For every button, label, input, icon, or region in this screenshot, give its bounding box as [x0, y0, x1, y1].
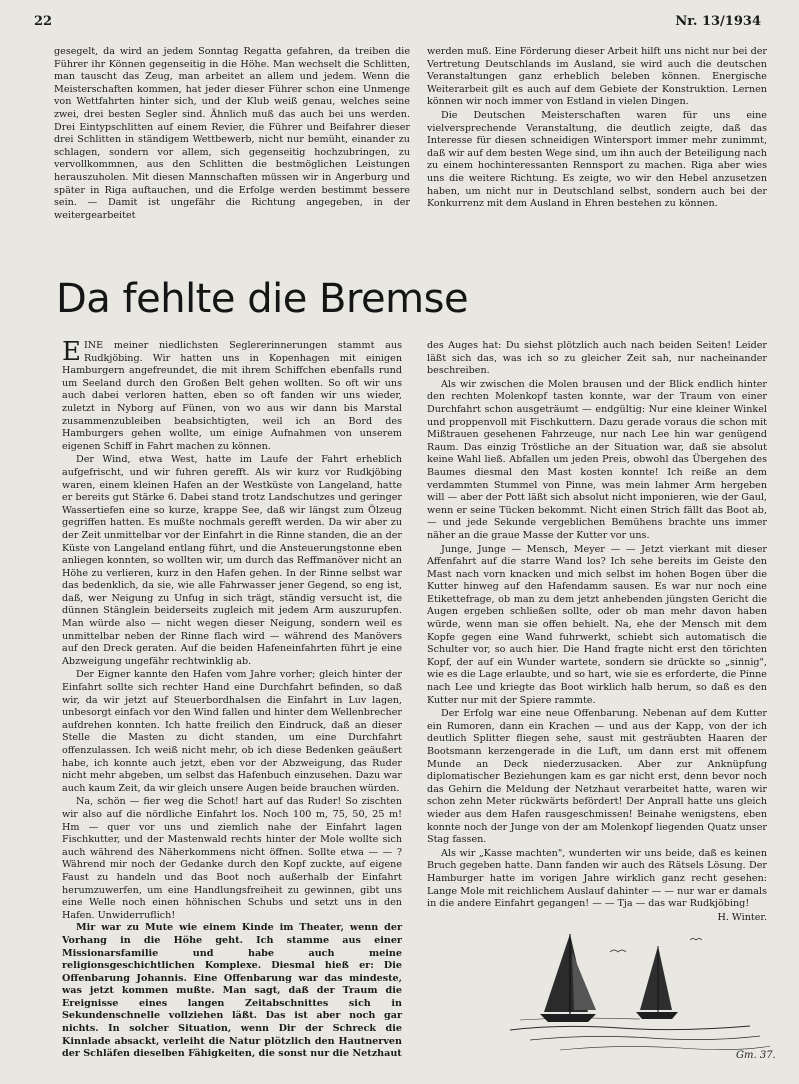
- article-title: Da fehlte die Bremse: [56, 276, 469, 322]
- article-column-right: [427, 340, 767, 923]
- article-column-left: [62, 337, 402, 1075]
- birds: [610, 939, 702, 953]
- opening-paragraph: [62, 337, 402, 453]
- paragraph: des Auges hat: Du siehst plötzlich auch nach beiden Seiten! Leider läßt sich das, was ich so zu gleicher Zeit sah, nur nacheinander beschreiben.: [427, 340, 767, 377]
- previous-article-column-left: [54, 46, 410, 260]
- opening-paragraph-text: INE meiner niedlichsten Seglererinnerungen stammt aus Rudkjöbing. Wir hatten uns in Kopenhagen mit einigen Hamburgern angefreundet, die mit ihrem Schiffchen ebenfalls rund um Seeland durch den Großen Belt gehen wollten. So oft wir uns auch dabei verloren hatten, eben so oft fanden wir uns wieder, zuletzt in Nyborg auf Fünen, von wo aus wir dann bis Marstal zusammenzubleiben beabsichtigten, weil ich an Bord des Hamburgers gehen wollte, um einige Aufnahmen von unserem eigenen Schiff in Fahrt machen zu können.: [62, 340, 402, 452]
- bold-section: [62, 922, 402, 1061]
- paragraph: Der Wind, etwa West, hatte im Laufe der Fahrt erheblich aufgefrischt, und wir fuhren gerefft. Als wir kurz vor Rudkjöbing waren, einem kleinen Hafen an der Westküste von Langeland, hatte er bereits gut Stärke 6. Dabei stand trotz Landschutzes und geringer Wassertiefen eine so kurze, krappe See, daß wir längst zum Ölzeug gegriffen hatten. Es mußte nochmals gerefft werden. Da wir aber zu der Zeit unmittelbar vor der Einfahrt in die Rinne standen, die an der Küste von Langeland entlang führt, und die Ansteuerungstonne eben anliegen konnten, so wollten wir, um durch das Reffmanöver nicht an Höhe zu verlieren, kurz in den Hafen gehen. In der Rinne selbst war das bedenklich, da sie, wie alle Fahrwasser jener Gegend, so eng ist, daß, wer Neigung zu Unfug in sich trägt, ständig versucht ist, die dünnen Stänglein beiderseits zugleich mit jedem Arm auszurupfen. Man würde also — nicht wegen dieser Neigung, sondern weil es unmittelbar neben der Rinne flach wird — während des Manövers auf den Dreck geraten. Auf die beiden Hafeneinfahrten führt je eine Abzweigung ungefähr rechtwinklig ab.: [62, 454, 402, 667]
- paragraph: Mir war zu Mute wie einem Kinde im Theater, wenn der Vorhang in die Höhe geht. Ich stamme aus einer Missionarsfamilie und habe auch meine religionsgeschichtlichen Komplexe. Diesmal hieß er: Die Offenbarung Johannis. Eine Offenbarung war das mindeste, was jetzt kommen mußte. Man sagt, daß der Traum die Ereignisse eines langen Zeitabschnittes sich in Sekundenschnelle vollziehen läßt. Das ist aber noch gar nichts. In solcher Situation, wenn Dir der Schreck die Kinnlade absackt, verleiht die Natur plötzlich den Hautnerven der Schläfen dieselben Fähigkeiten, die sonst nur die Netzhaut: [62, 922, 402, 1060]
- paragraph: Als wir „Kasse machten", wunderten wir uns beide, daß es keinen Bruch gegeben hatte. Dann fanden wir auch des Rätsels Lösung. Der Hamburger hatte im vorigen Jahre wirklich ganz recht gesehen: Lange Mole mit reichlichem Auslauf dahinter — — nur war er damals in die andere Einfahrt gegangen! — — Tja — das war Rudkjöbing!: [427, 847, 767, 910]
- paragraph: gesegelt, da wird an jedem Sonntag Regatta gefahren, da treiben die Führer ihr Können gegenseitig in die Höhe. Man wechselt die Schlitten, man tauscht das Zeug, man arbeitet an allem und jedem. Wenn die Meisterschaften kommen, hat jeder dieser Führer schon eine Unmenge von Wettfahrten hinter sich, und der Klub weiß genau, welches seine zwei, drei besten Segler sind. Ähnlich muß das auch bei uns werden. Drei Eintypschlitten auf einem Revier, die Führer und Beifahrer dieser drei Schlitten in ständigem Wettbewerb, nicht nur bemüht, einander zu schlagen, sondern vor allem, sich gegenseitig hochzubringen, zu vervollkommnen, aus den Schlitten die bestmöglichen Leistungen herauszuholen. Mit diesen Mannschaften müssen wir in Angerburg und später in Riga auftauchen, und die Erfolge werden bestimmt bessere sein. — Damit ist ungefähr die Richtung angegeben, in der weitergearbeitet: [54, 46, 410, 221]
- water-line: [510, 1026, 750, 1030]
- drop-cap: E: [62, 337, 81, 367]
- issue-number: Nr. 13/1934: [675, 14, 761, 29]
- paragraph: werden muß. Eine Förderung dieser Arbeit hilft uns nicht nur bei der Vertretung Deutschlands im Ausland, sie wird auch die deutschen Veranstaltungen ganz erheblich beleben können. Energische Weiterarbeit gilt es auch auf dem Gebiete der Konstruktion. Lernen können wir noch immer von Estland in vielen Dingen.: [427, 46, 767, 108]
- author-signature: H. Winter.: [717, 911, 767, 923]
- paragraph: Na, schön — fier weg die Schot! hart auf das Ruder! So zischten wir also auf die nördliche Einfahrt los. Noch 100 m, 75, 50, 25 m! Hm — quer vor uns und ziemlich nahe der Einfahrt lagen Fischkutter, und der Mastenwald rechts hinter der Mole wollte sich auch während des Näherkommens nicht öffnen. Sollte etwa — — ? Während mir noch der Gedanke durch den Kopf zuckte, auf eigene Faust zu handeln und das Boot noch außerhalb der Einfahrt herumzuwerfen, um eine Handlungsfreiheit zu gewinnen, gibt uns eine Welle noch einen höhnischen Schubs und setzt uns in den Hafen. Unwiderruflich!: [62, 796, 402, 921]
- paragraph: Die Deutschen Meisterschaften waren für uns eine vielversprechende Veranstaltung, die deutlich zeigte, daß das Interesse für diesen schneidigen Wintersport immer mehr zunimmt, daß wir auf dem besten Wege sind, um ihn auch der Beteiligung nach zu einem hochinteressanten Rennsport zu machen. Riga aber wies uns die weitere Richtung. Es zeigte, wo wir den Hebel anzusetzen haben, um nicht nur in Deutschland selbst, sondern auch bei der Konkurrenz mit dem Ausland in Ehren bestehen zu können.: [427, 109, 767, 210]
- water-line: [530, 1036, 760, 1040]
- sailboat-small: [636, 946, 678, 1019]
- artist-signature: Gm. 37.: [736, 1050, 776, 1061]
- sailboat-large: [540, 934, 596, 1022]
- paragraph: Der Erfolg war eine neue Offenbarung. Nebenan auf dem Kutter ein Rumoren, dann ein Krachen — und aus der Kapp, von der ich deutlich Splitter fliegen sehe, saust mit gesträubten Haaren der Bootsmann kerzengerade in die Luft, um dann erst mit offenem Munde an Deck niederzusacken. Aber zur Anknüpfung diplomatischer Beziehungen kam es gar nicht erst, denn bevor noch das Gehirn die Meldung der Netzhaut verarbeitet hatte, waren wir schon zehn Meter rückwärts befördert! Der Anprall hatte uns gleich wieder aus dem Hafen rausgeschmissen! Beinahe wenigstens, eben konnte noch der Junge von der am Molenkopf liegenden Quatz unser Stag fassen.: [427, 708, 767, 846]
- paragraph: Der Eigner kannte den Hafen vom Jahre vorher; gleich hinter der Einfahrt sollte sich rechter Hand eine Durchfahrt befinden, so daß wir, da wir jetzt auf Steuerbordhalsen die Einfahrt in Luv lagen, unbesorgt einfach vor den Wind fallen und hinter dem Wellenbrecher aufdrehen konnten. Ich hatte freilich den Eindruck, daß an dieser Stelle die Masten zu dicht standen, um eine Durchfahrt offenzulassen. Ich weiß nicht mehr, ob ich diese Bedenken geäußert habe, ich konnte auch jetzt, eben vor der Abzweigung, das Ruder nicht mehr abgeben, um selbst das Hafenbuch einzusehen. Dazu war auch kaum Zeit, da wir gleich unsere Augen beide brauchen würden.: [62, 669, 402, 794]
- page-number: 22: [34, 14, 53, 29]
- paragraph: Als wir zwischen die Molen brausen und der Blick endlich hinter den rechten Molenkopf tasten konnte, war der Traum von einer Durchfahrt schon ausgeträumt — endgültig: Nur eine kleiner Winkel und proppenvoll mit Fischkuttern. Dazu gerade voraus die schon mit Mißtrauen gesehenen Fahrzeuge, nur nach Lee hin war genügend Raum. Das einzig Tröstliche an der Situation war, daß sie absolut keine Wahl ließ. Abfallen um jeden Preis, obwohl das Übergehen des Baumes diesmal den Mast kosten konnte! Ich reiße an dem verdammten Stummel von Pinne, was mein lahmer Arm hergeben will — aber der Pott läßt sich absolut nicht imponieren, wie der Gaul, wenn er seine Tücken bekommt. Nicht einen Strich fällt das Boot ab, — und jede Sekunde vergeblichen Bemühens brachte uns immer näher an die graue Masse der Kutter vor uns.: [427, 378, 767, 541]
- sailing-boats-illustration: [500, 912, 780, 1072]
- paragraph: Junge, Junge — Mensch, Meyer — — Jetzt vierkant mit dieser Affenfahrt auf die starre Wand los? Ich sehe bereits im Geiste den Mast nach vorn knacken und mich selbst im hohen Bogen über die Kutter hinweg auf den Hafendamm sausen. Es war nur noch eine Etikettefrage, ob man zu dem jetzt anhebenden jüngsten Gericht die Augen ergeben schließen sollte, oder ob man mehr davon haben würde, wenn man sie offen behielt. Na, ehe der Mensch mit dem Kopfe gegen eine Wand fuhrwerkt, schiebt sich automatisch die Schulter vor, so auch hier. Die Hand fragte nicht erst den törichten Kopf, der auf ein Wunder wartete, sondern sie drückte so „sinnig", wie es die Lage erlaubte, und so hart, wie sie es erforderte, die Pinne nach Lee und kriegte das Boot wirklich halb herum, so daß es den Kutter nur mit der Spiere rammte.: [427, 543, 767, 706]
- previous-article-column-right: [427, 46, 767, 222]
